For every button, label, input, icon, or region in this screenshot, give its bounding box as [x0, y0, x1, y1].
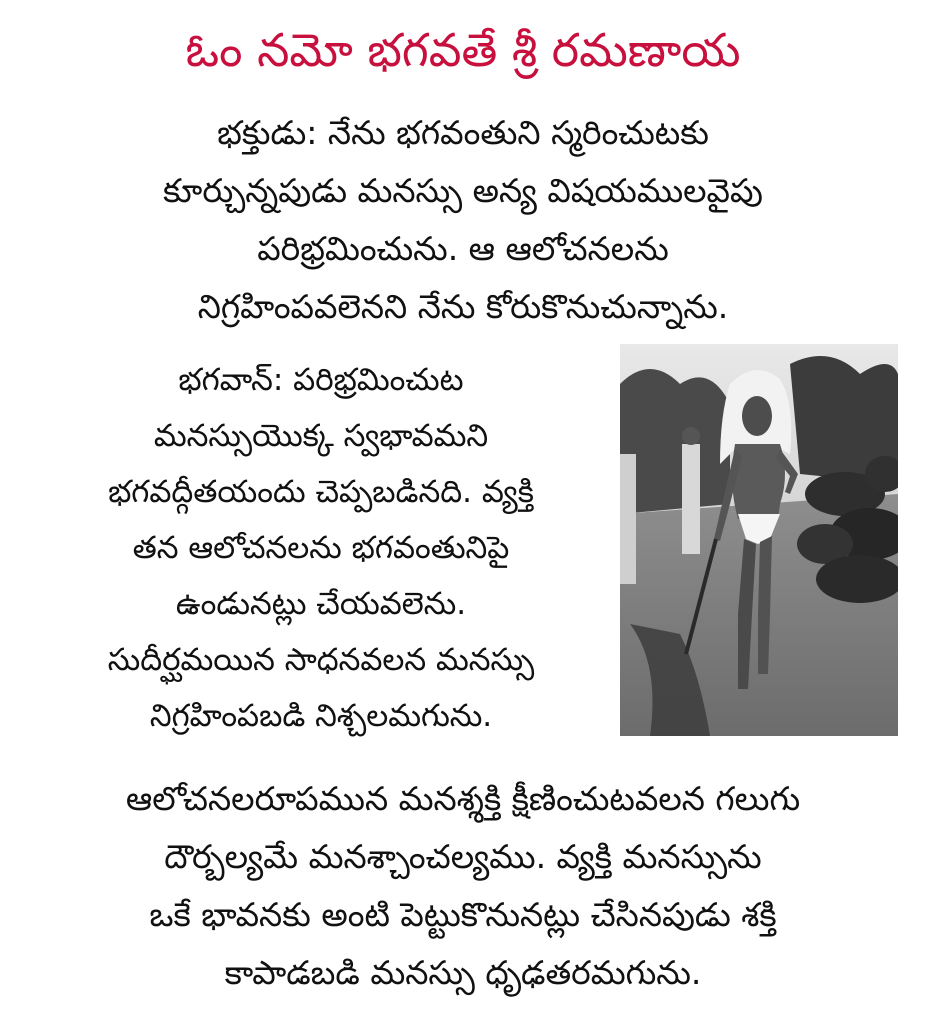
answer-line: భగవద్గీతయందు చెప్పబడినది. వ్యక్తి: [108, 474, 534, 510]
bhagavan-answer: [30, 352, 612, 744]
question-line: నిగ్రహింపవలెనని నేను కోరుకొనుచున్నాను.: [197, 287, 729, 326]
conclusion-line: దౌర్బల్యమే మనశ్చాంచల్యము. వ్యక్తి మనస్సును: [164, 837, 762, 876]
conclusion-line: ఆలోచనలరూపమున మనశ్శక్తి క్షీణించుటవలన గలుగు: [125, 779, 801, 818]
page-title: ఓం నమో భగవతే శ్రీ రమణాయ: [185, 23, 741, 77]
conclusion-paragraph: [0, 770, 926, 1002]
question-line: కూర్చున్నపుడు మనస్సు అన్య విషయములవైపు: [163, 171, 763, 210]
answer-line: భగవాన్: పరిభ్రమించుట: [178, 362, 464, 398]
question-line: భక్తుడు: నేను భగవంతుని స్మరించుటకు: [217, 113, 709, 152]
answer-line: సుదీర్ఘమయిన సాధనవలన మనస్సు: [107, 642, 535, 678]
ramana-maharshi-photo: [620, 344, 898, 736]
conclusion-line: కాపాడబడి మనస్సు ధృఢతరమగును.: [224, 953, 702, 992]
question-line: పరిభ్రమించును. ఆ ఆలోచనలను: [257, 229, 669, 268]
answer-line: ఉండునట్లు చేయవలెను.: [175, 586, 467, 622]
conclusion-line: ఒకే భావనకు అంటి పెట్టుకొనునట్లు చేసినపుడు శక్తి: [149, 895, 777, 934]
devotee-question: [0, 104, 926, 336]
answer-line: తన ఆలోచనలను భగవంతునిపై: [132, 530, 510, 566]
photo-illustration: [620, 344, 898, 736]
answer-line: మనస్సుయొక్క స్వభావమని: [153, 418, 489, 454]
answer-line: నిగ్రహింపబడి నిశ్చలమగును.: [149, 698, 493, 734]
